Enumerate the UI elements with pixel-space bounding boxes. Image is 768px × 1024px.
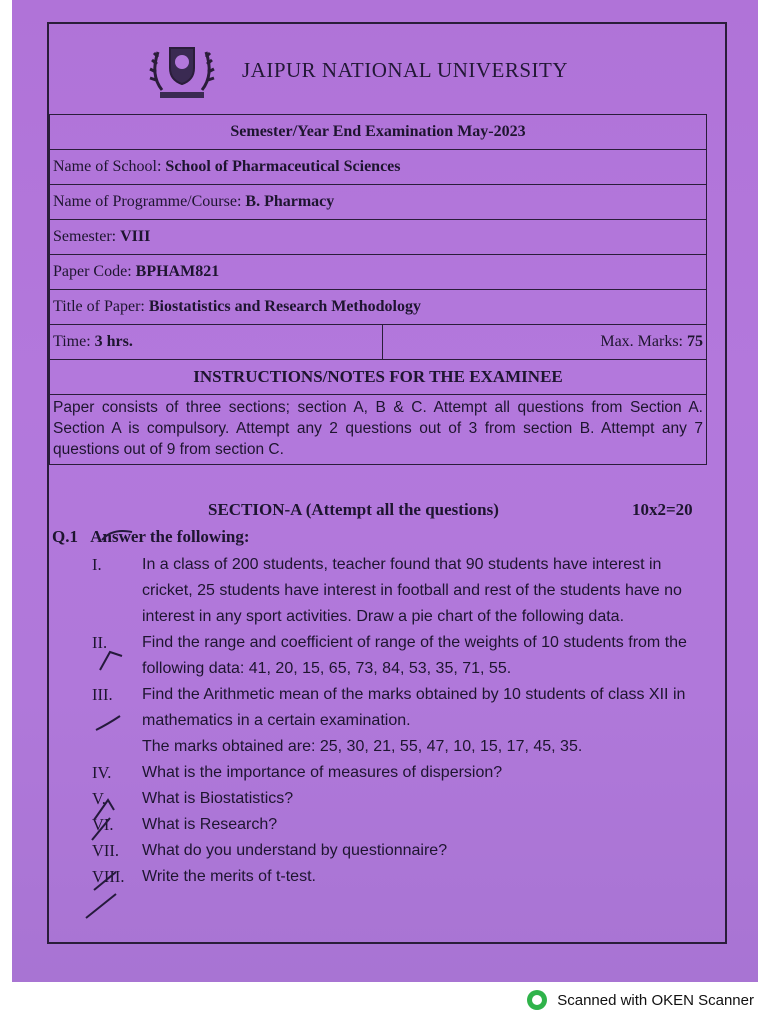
section-a-heading: SECTION-A (Attempt all the questions) [208, 500, 499, 519]
item-text: In a class of 200 students, teacher found that 90 students have interest in cricket, 25 students have interest in football and rest of the students have no interest in any sport activities. Draw a pie chart of the following data. [142, 556, 682, 625]
max-marks-label: Max. Marks: [600, 333, 683, 350]
instructions-body: Paper consists of three sections; section A, B & C. Attempt all questions from Section A. Section A is compulsory. Attempt any 2 questions out of 3 from section B. Attempt any 7 questions out of 9 from section C. [50, 395, 707, 465]
item-number: IV. [92, 763, 112, 782]
item-number: III. [92, 685, 113, 704]
exam-paper-sheet [12, 0, 758, 982]
item-text: What do you understand by questionnaire? [142, 842, 448, 859]
item-text: What is the importance of measures of dispersion? [142, 764, 503, 781]
time-value: 3 hrs. [94, 333, 133, 350]
list-item [92, 864, 712, 890]
handwritten-tick-marks-icon [82, 520, 142, 920]
university-header [142, 40, 662, 100]
paper-title-label: Title of Paper: [53, 298, 145, 315]
paper-code-value: BPHAM821 [135, 263, 220, 280]
question-1-label: Q.1 [52, 527, 78, 546]
question-list [92, 552, 712, 890]
list-item [92, 838, 712, 864]
item-text: The marks obtained are: 25, 30, 21, 55, 47, 10, 15, 17, 45, 35. [142, 738, 583, 755]
item-text: Find the range and coefficient of range of the weights of 10 students from the following data: 41, 20, 15, 65, 73, 84, 53, 35, 71, 55. [142, 634, 687, 677]
time-cell [50, 325, 383, 360]
paper-title-row [50, 290, 707, 325]
instructions-heading: INSTRUCTIONS/NOTES FOR THE EXAMINEE [50, 360, 707, 395]
paper-code-row [50, 255, 707, 290]
max-marks-value: 75 [687, 333, 703, 350]
list-item [92, 734, 712, 760]
list-item [92, 786, 712, 812]
semester-value: VIII [120, 228, 151, 245]
item-number: VIII. [92, 867, 125, 886]
time-label: Time: [53, 333, 91, 350]
school-row [50, 150, 707, 185]
paper-title-value: Biostatistics and Research Methodology [148, 298, 421, 315]
item-text: What is Biostatistics? [142, 790, 294, 807]
question-1-text: Answer the following: [90, 527, 250, 546]
item-text: What is Research? [142, 816, 278, 833]
oken-scanner-icon [527, 990, 547, 1010]
item-number: II. [92, 633, 108, 652]
scanner-watermark [527, 990, 754, 1010]
item-number: I. [92, 555, 102, 574]
semester-label: Semester: [53, 228, 117, 245]
programme-row [50, 185, 707, 220]
semester-row [50, 220, 707, 255]
max-marks-cell [383, 325, 707, 360]
list-item [92, 630, 712, 682]
exam-title: Semester/Year End Examination May-2023 [50, 115, 707, 150]
item-number: VI. [92, 815, 114, 834]
item-text: Write the merits of t-test. [142, 868, 316, 885]
paper-code-label: Paper Code: [53, 263, 132, 280]
school-value: School of Pharmaceutical Sciences [165, 158, 401, 175]
item-text: Find the Arithmetic mean of the marks obtained by 10 students of class XII in mathematics in a certain examination. [142, 686, 686, 729]
university-name: JAIPUR NATIONAL UNIVERSITY [242, 57, 569, 82]
programme-value: B. Pharmacy [245, 193, 335, 210]
university-logo-icon [142, 40, 222, 100]
exam-info-table [49, 114, 707, 465]
list-item [92, 552, 712, 630]
scanner-text: Scanned with OKEN Scanner [557, 991, 754, 1009]
section-a-marks: 10x2=20 [632, 500, 693, 519]
item-number: V. [92, 789, 106, 808]
programme-label: Name of Programme/Course: [53, 193, 242, 210]
list-item [92, 760, 712, 786]
school-label: Name of School: [53, 158, 162, 175]
list-item [92, 682, 712, 734]
list-item [92, 812, 712, 838]
item-number: VII. [92, 841, 120, 860]
